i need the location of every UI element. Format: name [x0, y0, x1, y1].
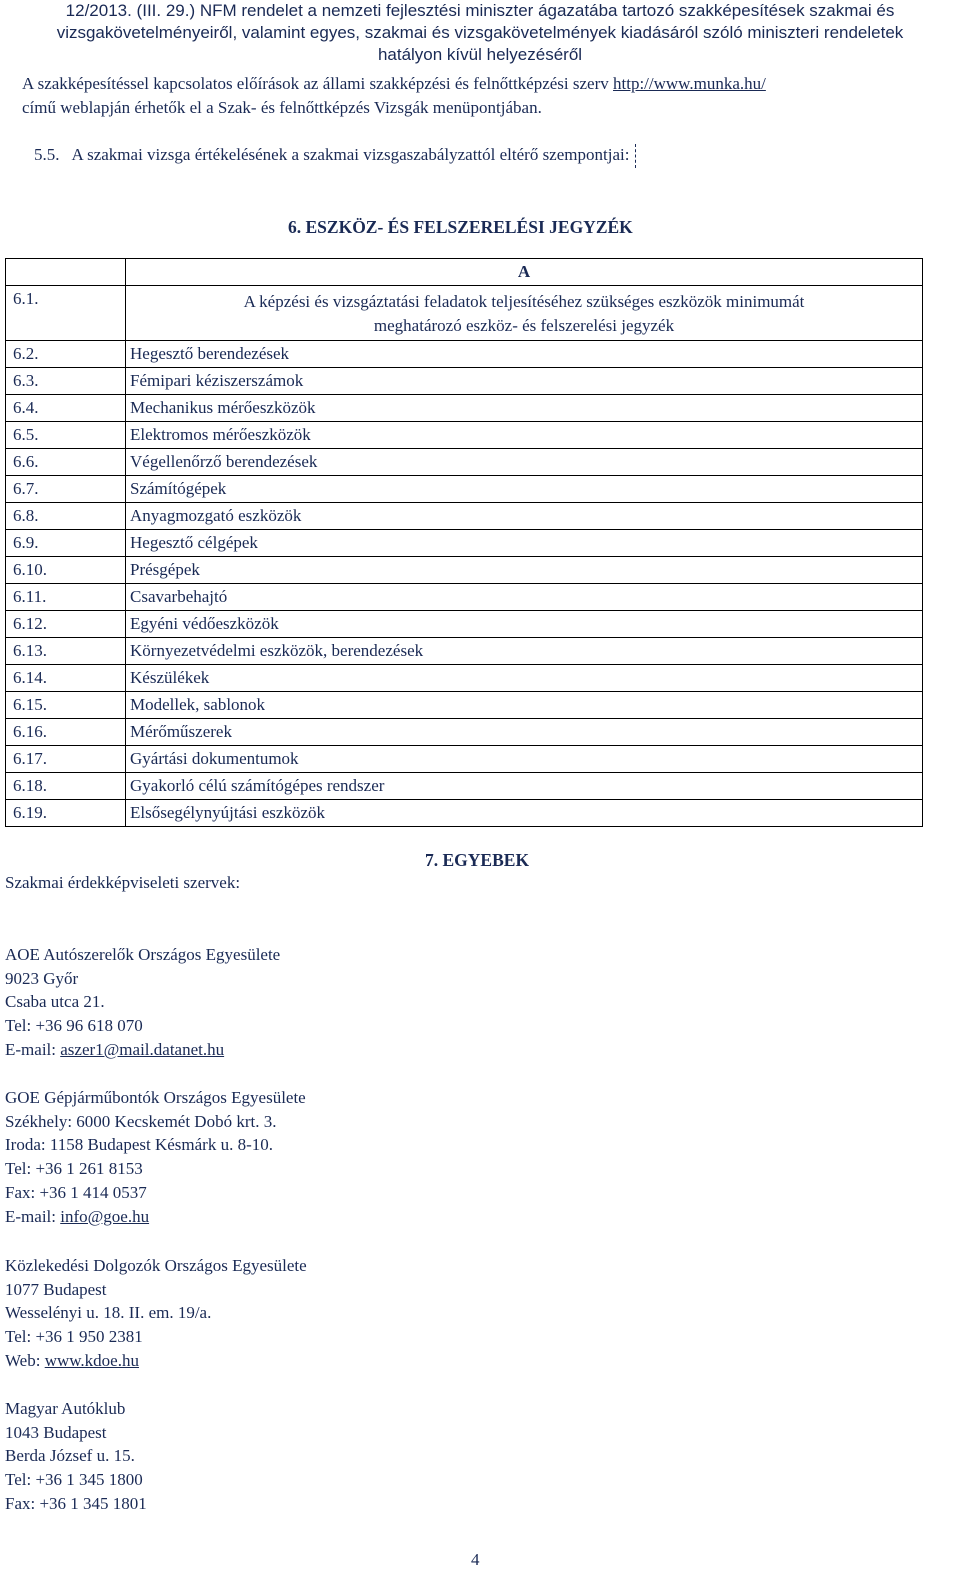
- section-text: A szakmai vizsga értékelésének a szakmai vizsgaszabályzattól eltérő szempontjai:: [71, 145, 630, 164]
- table-title-row: [6, 286, 923, 341]
- org-seat: Székhely: 6000 Kecskemét Dobó krt. 3.: [5, 1111, 277, 1131]
- row-number: 6.2.: [6, 341, 126, 368]
- org-name: AOE Autószerelők Országos Egyesülete: [5, 945, 281, 964]
- table-title-cell: [126, 286, 923, 341]
- row-label: Környezetvédelmi eszközök, berendezések: [126, 638, 923, 665]
- org-city: 1077 Budapest: [5, 1279, 107, 1299]
- row-number: 6.16.: [6, 719, 126, 746]
- table-row: [6, 449, 923, 476]
- row-label: Gyártási dokumentumok: [126, 746, 923, 773]
- org-tel: Tel: +36 96 618 070: [5, 1016, 143, 1036]
- email-link[interactable]: aszer1@mail.datanet.hu: [60, 1039, 225, 1059]
- table-row: [6, 800, 923, 827]
- section-7-heading: 7. EGYEBEK: [425, 850, 530, 870]
- row-number: 6.15.: [6, 692, 126, 719]
- header-line: hatályon kívül helyezéséről: [377, 45, 583, 64]
- table-row: [6, 746, 923, 773]
- row-number: 6.10.: [6, 557, 126, 584]
- row-label: Présgépek: [126, 557, 923, 584]
- table-row: [6, 692, 923, 719]
- section-number: 5.5.: [34, 145, 60, 164]
- org-email-line: [5, 1205, 306, 1229]
- row-label: Egyéni védőeszközök: [126, 611, 923, 638]
- org-kdoe: [5, 1254, 307, 1373]
- table-row: [6, 638, 923, 665]
- email-label: E-mail:: [5, 1206, 61, 1226]
- table-row: [6, 530, 923, 557]
- web-label: Web:: [5, 1350, 45, 1370]
- row-number: 6.6.: [6, 449, 126, 476]
- org-tel: Tel: +36 1 345 1800: [5, 1470, 143, 1490]
- org-street: Wesselényi u. 18. II. em. 19/a.: [5, 1303, 212, 1323]
- munka-link[interactable]: http://www.munka.hu/: [613, 74, 766, 93]
- table-row: [6, 611, 923, 638]
- email-label: E-mail:: [5, 1039, 61, 1059]
- org-street: Csaba utca 21.: [5, 992, 105, 1012]
- org-fax: Fax: +36 1 414 0537: [5, 1182, 147, 1202]
- row-label: Készülékek: [126, 665, 923, 692]
- table-row: [6, 665, 923, 692]
- row-label: Mérőműszerek: [126, 719, 923, 746]
- section-6-heading: 6. ESZKÖZ- ÉS FELSZERELÉSI JEGYZÉK: [288, 217, 633, 237]
- email-link[interactable]: info@goe.hu: [60, 1206, 150, 1226]
- row-label: Csavarbehajtó: [126, 584, 923, 611]
- org-goe: [5, 1086, 306, 1228]
- table-row: [6, 584, 923, 611]
- info-paragraph: [22, 72, 952, 120]
- org-city: 1043 Budapest: [5, 1422, 107, 1442]
- row-number: 6.17.: [6, 746, 126, 773]
- row-number: 6.11.: [6, 584, 126, 611]
- org-street: Berda József u. 15.: [5, 1446, 135, 1466]
- row-label: Elektromos mérőeszközök: [126, 422, 923, 449]
- document-header: [0, 0, 960, 66]
- header-line: 12/2013. (III. 29.) NFM rendelet a nemzeti fejlesztési miniszter ágazatába tartozó szakképesítések szakmai és: [65, 1, 895, 20]
- row-number: 6.4.: [6, 395, 126, 422]
- table-row: [6, 476, 923, 503]
- header-line: vizsgakövetelményeiről, valamint egyes, szakmai és vizsgakövetelmények kiadásáról szóló miniszteri rendeletek: [56, 23, 904, 42]
- row-number: 6.14.: [6, 665, 126, 692]
- table-row: [6, 341, 923, 368]
- row-label: Számítógépek: [126, 476, 923, 503]
- info-text: A szakképesítéssel kapcsolatos előírások az állami szakképzési és felnőttképzési szerv: [22, 74, 614, 93]
- row-label: Fémipari kéziszerszámok: [126, 368, 923, 395]
- row-label: Elsősegélynyújtási eszközök: [126, 800, 923, 827]
- row-label: Mechanikus mérőeszközök: [126, 395, 923, 422]
- row-number: 6.1.: [6, 286, 126, 341]
- table-corner-cell: [6, 259, 126, 286]
- org-name: GOE Gépjárműbontók Országos Egyesülete: [5, 1088, 306, 1107]
- row-label: Modellek, sablonok: [126, 692, 923, 719]
- web-link[interactable]: www.kdoe.hu: [44, 1350, 139, 1370]
- section-5-5: [34, 143, 636, 168]
- org-aoe: [5, 943, 280, 1062]
- row-label: Gyakorló célú számítógépes rendszer: [126, 773, 923, 800]
- org-city: 9023 Győr: [5, 968, 79, 988]
- column-header-a: A: [126, 259, 923, 286]
- row-number: 6.9.: [6, 530, 126, 557]
- table-row: [6, 773, 923, 800]
- org-email-line: [5, 1038, 280, 1062]
- row-label: Hegesztő célgépek: [126, 530, 923, 557]
- row-number: 6.12.: [6, 611, 126, 638]
- org-name: Közlekedési Dolgozók Országos Egyesülete: [5, 1256, 307, 1275]
- row-number: 6.8.: [6, 503, 126, 530]
- org-autoklub: [5, 1397, 147, 1516]
- info-line-2: című weblapján érhetők el a Szak- és felnőttképzés Vizsgák menüpontjában.: [22, 98, 542, 117]
- row-number: 6.19.: [6, 800, 126, 827]
- row-number: 6.13.: [6, 638, 126, 665]
- table-row: [6, 503, 923, 530]
- org-fax: Fax: +36 1 345 1801: [5, 1493, 147, 1513]
- row-number: 6.18.: [6, 773, 126, 800]
- table-row: [6, 368, 923, 395]
- row-number: 6.3.: [6, 368, 126, 395]
- org-tel: Tel: +36 1 950 2381: [5, 1327, 143, 1347]
- text-cursor-marker: [635, 144, 636, 168]
- page-number: 4: [471, 1550, 480, 1569]
- equipment-table: [5, 258, 923, 827]
- table-row: [6, 422, 923, 449]
- row-label: Hegesztő berendezések: [126, 341, 923, 368]
- org-office: Iroda: 1158 Budapest Késmárk u. 8-10.: [5, 1135, 274, 1155]
- row-number: 6.7.: [6, 476, 126, 503]
- table-row: [6, 395, 923, 422]
- org-web-line: [5, 1349, 307, 1373]
- info-line-1: [22, 72, 952, 96]
- row-number: 6.5.: [6, 422, 126, 449]
- row-label: Végellenőrző berendezések: [126, 449, 923, 476]
- table-row: [6, 719, 923, 746]
- org-tel: Tel: +36 1 261 8153: [5, 1159, 143, 1179]
- table-title-line: A képzési és vizsgáztatási feladatok teljesítéséhez szükséges eszközök minimumát: [243, 292, 805, 311]
- table-title-line: meghatározó eszköz- és felszerelési jegyzék: [373, 316, 675, 335]
- row-label: Anyagmozgató eszközök: [126, 503, 923, 530]
- org-intro: Szakmai érdekképviseleti szervek:: [5, 873, 241, 892]
- table-header-row: [6, 259, 923, 286]
- table-row: [6, 557, 923, 584]
- org-name: Magyar Autóklub: [5, 1399, 126, 1418]
